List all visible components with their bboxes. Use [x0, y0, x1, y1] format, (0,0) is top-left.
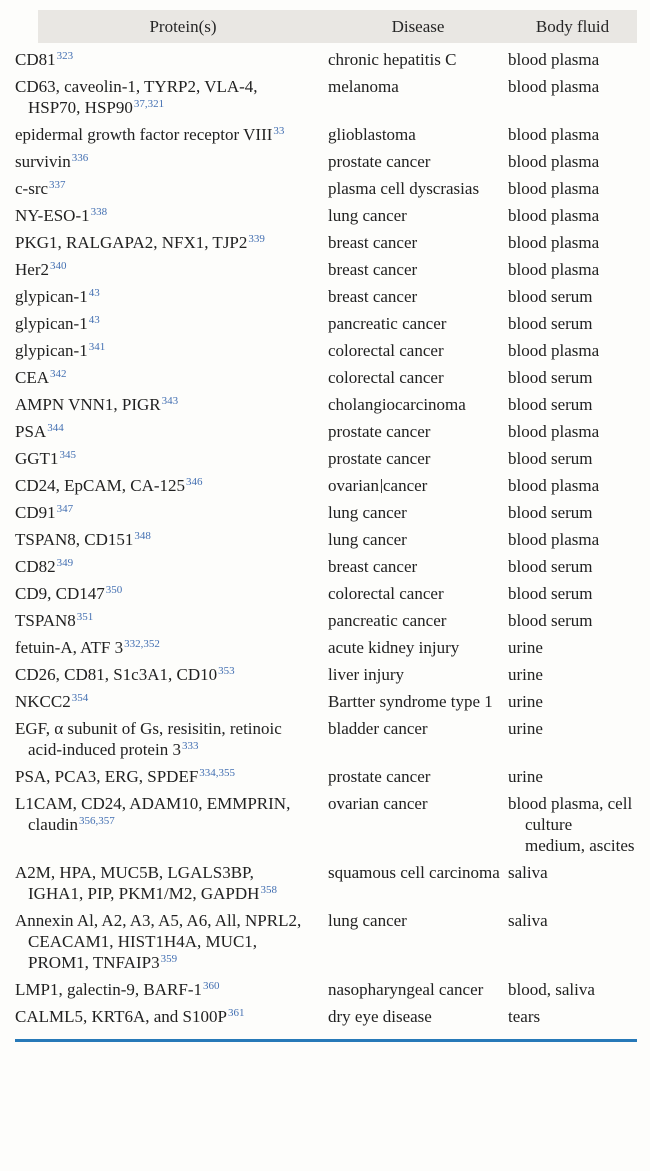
fluid-cell: urine: [508, 638, 543, 657]
disease-cell: Bartter syndrome type 1: [328, 692, 493, 711]
disease-cell: glioblastoma: [328, 125, 416, 144]
disease-cell: pancreatic cancer: [328, 611, 447, 630]
citation-ref[interactable]: 323: [56, 50, 74, 62]
disease-cell: lung cancer: [328, 206, 407, 225]
table-row: [15, 448, 637, 469]
table-bottom-rule: [15, 1039, 637, 1042]
table-header-row: [38, 10, 637, 43]
citation-ref[interactable]: 33: [273, 125, 285, 137]
column-header-disease: Disease: [391, 17, 445, 36]
table-row: [15, 979, 637, 1000]
disease-cell: breast cancer: [328, 260, 418, 279]
fluid-cell: saliva: [508, 863, 548, 882]
table-row: [15, 637, 637, 658]
protein-cell: glypican-1$^{341}$: [15, 341, 106, 360]
disease-cell: prostate cancer: [328, 767, 431, 786]
citation-ref[interactable]: 351: [76, 611, 94, 623]
table-row: [15, 232, 637, 253]
citation-ref[interactable]: 332,352: [124, 638, 160, 650]
disease-cell: liver injury: [328, 665, 405, 684]
protein-cell: CD63, caveolin-1, TYRP2, VLA-4, HSP70, HSP90$^{37,321}$: [15, 77, 258, 117]
table-row: [15, 205, 637, 226]
table-row: [15, 793, 637, 856]
disease-cell: prostate cancer: [328, 152, 431, 171]
citation-ref[interactable]: 339: [248, 233, 265, 245]
protein-cell: A2M, HPA, MUC5B, LGALS3BP, IGHA1, PIP, PKM1/M2, GAPDH$^{358}$: [15, 863, 277, 903]
fluid-cell: blood serum: [508, 557, 593, 576]
table-row: [15, 583, 637, 604]
citation-ref[interactable]: 349: [56, 557, 74, 569]
protein-cell: CD9, CD147$^{350}$: [15, 584, 123, 603]
fluid-cell: blood plasma: [508, 152, 600, 171]
protein-cell: c-src$^{337}$: [15, 179, 66, 198]
table-row: [15, 475, 637, 496]
citation-ref[interactable]: 341: [88, 341, 106, 353]
protein-cell: GGT1$^{345}$: [15, 449, 76, 468]
protein-cell: NY-ESO-1$^{338}$: [15, 206, 108, 225]
table-body: [15, 49, 637, 1027]
table-row: [15, 718, 637, 760]
disease-cell: ovarian cancer: [328, 794, 428, 813]
table-row: [15, 49, 637, 70]
citation-ref[interactable]: 354: [71, 692, 89, 704]
table-row: [15, 124, 637, 145]
disease-cell: melanoma: [328, 77, 399, 96]
protein-cell: survivin$^{336}$: [15, 152, 89, 171]
disease-cell: prostate cancer: [328, 449, 431, 468]
protein-cell: CD26, CD81, S1c3A1, CD10$^{353}$: [15, 665, 235, 684]
citation-ref[interactable]: 43: [88, 287, 100, 299]
fluid-cell: blood serum: [508, 611, 593, 630]
disease-cell: plasma cell dyscrasias: [328, 179, 480, 198]
table-row: [15, 259, 637, 280]
protein-cell: PSA$^{344}$: [15, 422, 64, 441]
fluid-cell: urine: [508, 719, 543, 738]
protein-cell: PKG1, RALGAPA2, NFX1, TJP2$^{339}$: [15, 233, 265, 252]
citation-ref[interactable]: 342: [50, 368, 67, 380]
protein-cell: LMP1, galectin-9, BARF-1$^{360}$: [15, 980, 220, 999]
citation-ref[interactable]: 37,321: [133, 98, 165, 110]
fluid-cell: blood plasma: [508, 341, 600, 360]
protein-cell: TSPAN8, CD151$^{348}$: [15, 530, 151, 549]
table-row: [15, 421, 637, 442]
citation-ref[interactable]: 350: [105, 584, 123, 596]
disease-cell: squamous cell carcinoma: [328, 863, 500, 882]
table-row: [15, 394, 637, 415]
citation-ref[interactable]: 346: [186, 476, 203, 488]
disease-cell: prostate cancer: [328, 422, 431, 441]
protein-cell: CEA$^{342}$: [15, 368, 67, 387]
table-row: [15, 556, 637, 577]
table-row: [15, 1006, 637, 1027]
protein-cell: EGF, α subunit of Gs, resisitin, retinoic acid-induced protein 3$^{333}$: [15, 719, 282, 759]
disease-cell: dry eye disease: [328, 1007, 432, 1026]
disease-cell: colorectal cancer: [328, 368, 444, 387]
disease-cell: pancreatic cancer: [328, 314, 447, 333]
disease-cell: cholangiocarcinoma: [328, 395, 466, 414]
protein-cell: CALML5, KRT6A, and S100P$^{361}$: [15, 1007, 245, 1026]
fluid-cell: blood plasma: [508, 206, 600, 225]
table-row: [15, 691, 637, 712]
citation-ref[interactable]: 353: [218, 665, 235, 677]
disease-cell: breast cancer: [328, 287, 418, 306]
fluid-cell: urine: [508, 767, 543, 786]
citation-ref[interactable]: 361: [227, 1007, 245, 1019]
citation-ref[interactable]: 360: [203, 980, 220, 992]
fluid-cell: saliva: [508, 911, 548, 930]
protein-cell: Annexin Al, A2, A3, A5, A6, All, NPRL2, CEACAM1, HIST1H4A, MUC1, PROM1, TNFAIP3$^{359}$: [15, 911, 302, 972]
fluid-cell: blood plasma: [508, 476, 600, 495]
fluid-cell: blood plasma: [508, 179, 600, 198]
fluid-cell: blood plasma: [508, 125, 600, 144]
citation-ref[interactable]: 340: [49, 260, 67, 272]
citation-ref[interactable]: 343: [161, 395, 179, 407]
citation-ref[interactable]: 337: [49, 179, 66, 191]
table-row: [15, 76, 637, 118]
table-row: [15, 664, 637, 685]
citation-ref[interactable]: 338: [90, 206, 108, 218]
fluid-cell: blood plasma: [508, 422, 600, 441]
disease-cell: colorectal cancer: [328, 584, 444, 603]
citation-ref[interactable]: 356,357: [79, 815, 115, 827]
citation-ref[interactable]: 348: [134, 530, 151, 542]
table-row: [15, 313, 637, 334]
disease-cell: lung cancer: [328, 530, 407, 549]
citation-ref[interactable]: 333: [181, 740, 199, 752]
citation-ref[interactable]: 344: [47, 422, 64, 434]
table-row: [15, 367, 637, 388]
protein-cell: PSA, PCA3, ERG, SPDEF$^{334,355}$: [15, 767, 236, 786]
protein-cell: CD81$^{323}$: [15, 50, 74, 69]
protein-cell: NKCC2$^{354}$: [15, 692, 89, 711]
fluid-cell: blood serum: [508, 368, 593, 387]
citation-ref[interactable]: 359: [160, 953, 178, 965]
citation-ref[interactable]: 345: [59, 449, 76, 461]
fluid-cell: blood serum: [508, 584, 593, 603]
disease-cell: ovarian cancer: [328, 476, 428, 495]
table-row: [15, 529, 637, 550]
protein-cell: glypican-1$^{43}$: [15, 287, 100, 306]
disease-cell: breast cancer: [328, 233, 418, 252]
citation-ref[interactable]: 347: [56, 503, 74, 515]
protein-cell: Her2$^{340}$: [15, 260, 67, 279]
citation-ref[interactable]: 358: [260, 884, 277, 896]
fluid-cell: blood plasma: [508, 77, 600, 96]
protein-cell: CD82$^{349}$: [15, 557, 74, 576]
protein-cell: TSPAN8$^{351}$: [15, 611, 94, 630]
disease-cell: chronic hepatitis C: [328, 50, 457, 69]
table-row: [15, 286, 637, 307]
protein-cell: L1CAM, CD24, ADAM10, EMMPRIN, claudin$^{356,357}$: [15, 794, 291, 834]
table-row: [15, 610, 637, 631]
table-row: [15, 502, 637, 523]
table-row: [15, 178, 637, 199]
citation-ref[interactable]: 43: [88, 314, 100, 326]
fluid-cell: blood plasma, cell culture medium, ascites: [508, 794, 635, 855]
fluid-cell: blood serum: [508, 449, 593, 468]
fluid-cell: blood serum: [508, 287, 593, 306]
column-header-body-fluid: Body fluid: [535, 17, 610, 36]
fluid-cell: urine: [508, 665, 543, 684]
table-row: [15, 340, 637, 361]
disease-cell: acute kidney injury: [328, 638, 460, 657]
text-cursor-artifact: [381, 479, 382, 493]
disease-cell: colorectal cancer: [328, 341, 444, 360]
table-row: [15, 151, 637, 172]
fluid-cell: blood plasma: [508, 233, 600, 252]
disease-cell: bladder cancer: [328, 719, 428, 738]
table-row: [15, 766, 637, 787]
citation-ref[interactable]: 336: [71, 152, 89, 164]
disease-cell: lung cancer: [328, 911, 407, 930]
fluid-cell: blood plasma: [508, 260, 600, 279]
protein-cell: glypican-1$^{43}$: [15, 314, 100, 333]
fluid-cell: tears: [508, 1007, 541, 1026]
table-row: [15, 862, 637, 904]
protein-cell: CD24, EpCAM, CA-125$^{346}$: [15, 476, 203, 495]
column-header-proteins: Protein(s): [149, 17, 217, 36]
fluid-cell: blood serum: [508, 503, 593, 522]
fluid-cell: blood plasma: [508, 530, 600, 549]
fluid-cell: blood serum: [508, 314, 593, 333]
fluid-cell: blood plasma: [508, 50, 600, 69]
protein-cell: CD91$^{347}$: [15, 503, 74, 522]
fluid-cell: urine: [508, 692, 543, 711]
disease-cell: nasopharyngeal cancer: [328, 980, 484, 999]
fluid-cell: blood, saliva: [508, 980, 595, 999]
protein-cell: AMPN VNN1, PIGR$^{343}$: [15, 395, 179, 414]
disease-cell: lung cancer: [328, 503, 407, 522]
citation-ref[interactable]: 334,355: [199, 767, 236, 779]
protein-cell: fetuin-A, ATF 3$^{332,352}$: [15, 638, 160, 657]
disease-cell: breast cancer: [328, 557, 418, 576]
fluid-cell: blood serum: [508, 395, 593, 414]
table-row: [15, 910, 637, 973]
protein-cell: epidermal growth factor receptor VIII$^{33}$: [15, 125, 285, 144]
